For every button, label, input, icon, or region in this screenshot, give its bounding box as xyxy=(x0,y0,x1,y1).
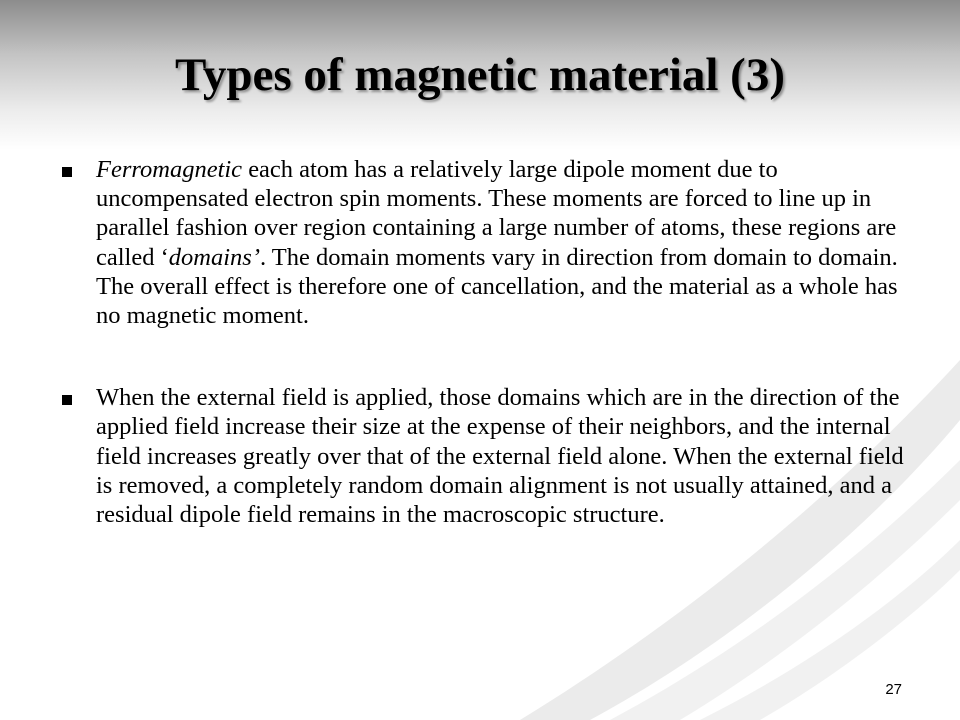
bullet-text: When the external field is applied, those domains which are in the direction of the applied field increase their size at the expense of their neighbors, and the internal field increases greatly over that of the external field alone. When the external field is removed, a completely random domain alignment is not usually attained, and a residual dipole field remains in the macroscopic structure. xyxy=(96,384,904,529)
bullet-text-part1: each atom has a relatively large dipole moment due to uncompensated electron spin moments. These moments are forced to line up in parallel fashion over region containing a large number of atoms, these regions are called ‘ xyxy=(96,156,897,271)
bullet-text-part2: . The domain moments vary in direction from domain to domain. The overall effect is therefore one of cancellation, and the material as a whole has no magnetic moment. xyxy=(96,243,898,330)
bullet-text xyxy=(96,156,898,329)
slide-title: Types of magnetic material (3) xyxy=(175,49,785,101)
square-bullet-icon xyxy=(62,167,72,177)
bullet-list xyxy=(62,155,920,529)
slide-number: 27 xyxy=(885,681,902,698)
bullet-ferromagnetic xyxy=(62,155,920,330)
term-ferromagnetic: Ferromagnetic xyxy=(96,156,243,183)
square-bullet-icon xyxy=(62,395,72,405)
bullet-external-field xyxy=(62,383,920,529)
term-domains: domains’ xyxy=(168,243,260,271)
